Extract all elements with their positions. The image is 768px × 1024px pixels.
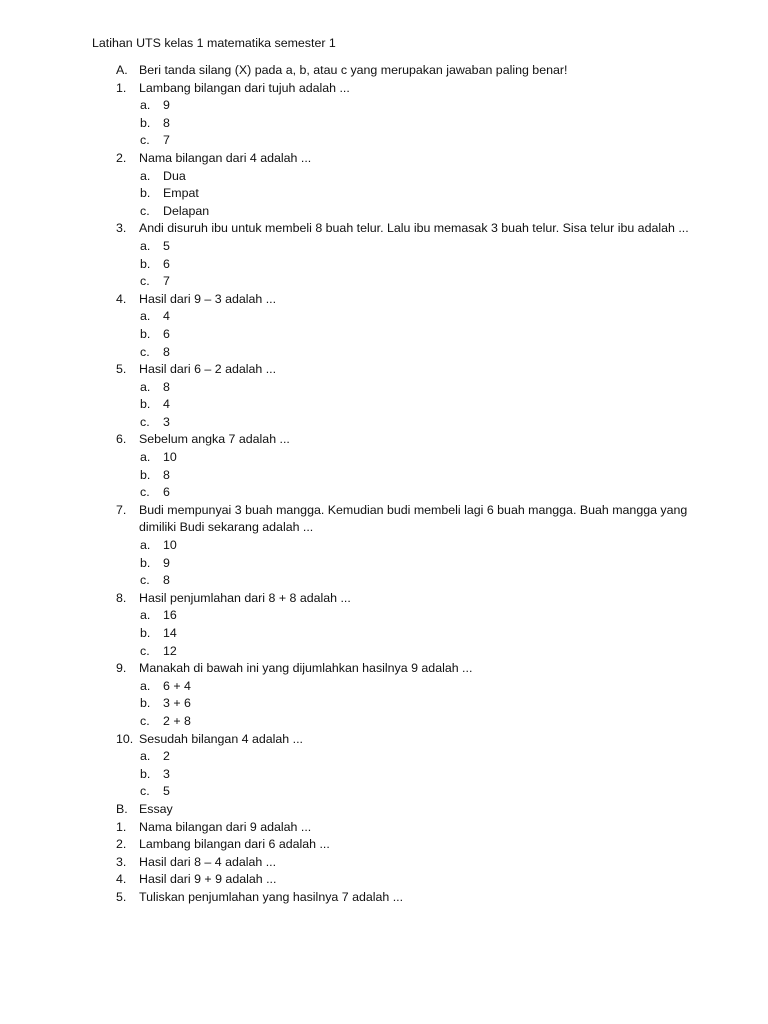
question-item: [92, 731, 692, 749]
option-letter: b.: [140, 766, 151, 781]
option-text: 9: [163, 555, 170, 570]
question-text: Hasil dari 8 – 4 adalah ...: [139, 854, 277, 869]
option-text: 3 + 6: [163, 696, 191, 711]
answer-option: [92, 555, 692, 573]
option-letter: a.: [140, 608, 151, 623]
answer-option: [92, 625, 692, 643]
option-letter: a.: [140, 379, 151, 394]
answer-option: [92, 449, 692, 467]
question-item: [92, 590, 692, 608]
question-item: [92, 660, 692, 678]
answer-option: [92, 273, 692, 291]
option-text: 4: [163, 397, 170, 412]
answer-option: [92, 607, 692, 625]
option-text: 8: [163, 344, 170, 359]
question-text: Lambang bilangan dari 6 adalah ...: [139, 837, 330, 852]
question-item: [92, 80, 692, 98]
option-letter: c.: [140, 573, 150, 588]
option-letter: a.: [140, 168, 151, 183]
section-instruction: Essay: [139, 801, 173, 816]
question-item: [92, 889, 692, 907]
answer-option: [92, 537, 692, 555]
option-text: 3: [163, 414, 170, 429]
question-number: 3.: [116, 854, 127, 869]
option-letter: b.: [140, 326, 151, 341]
option-text: 6 + 4: [163, 678, 191, 693]
option-letter: c.: [140, 133, 150, 148]
option-letter: a.: [140, 538, 151, 553]
question-text: Nama bilangan dari 9 adalah ...: [139, 819, 312, 834]
option-text: 3: [163, 766, 170, 781]
question-text: Hasil dari 6 – 2 adalah ...: [139, 362, 277, 377]
question-item: [92, 431, 692, 449]
answer-option: [92, 783, 692, 801]
option-text: 7: [163, 133, 170, 148]
question-number: 3.: [116, 221, 127, 236]
answer-option: [92, 414, 692, 432]
option-letter: a.: [140, 678, 151, 693]
option-letter: a.: [140, 238, 151, 253]
question-number: 1.: [116, 819, 127, 834]
answer-option: [92, 308, 692, 326]
question-number: 2.: [116, 150, 127, 165]
option-text: 5: [163, 784, 170, 799]
question-text: Hasil dari 9 + 9 adalah ...: [139, 872, 277, 887]
option-letter: a.: [140, 450, 151, 465]
option-letter: c.: [140, 274, 150, 289]
option-letter: c.: [140, 643, 150, 658]
question-number: 4.: [116, 291, 127, 306]
question-item: [92, 836, 692, 854]
question-text: Lambang bilangan dari tujuh adalah ...: [139, 80, 350, 95]
question-text: Sesudah bilangan 4 adalah ...: [139, 731, 303, 746]
option-letter: c.: [140, 344, 150, 359]
option-letter: c.: [140, 784, 150, 799]
question-item: [92, 220, 692, 238]
option-letter: b.: [140, 467, 151, 482]
answer-option: [92, 766, 692, 784]
option-letter: c.: [140, 485, 150, 500]
answer-option: [92, 168, 692, 186]
answer-option: [92, 132, 692, 150]
question-text: Tuliskan penjumlahan yang hasilnya 7 adalah ...: [139, 889, 404, 904]
question-text: Nama bilangan dari 4 adalah ...: [139, 150, 312, 165]
answer-option: [92, 238, 692, 256]
option-letter: b.: [140, 186, 151, 201]
section-instruction: Beri tanda silang (X) pada a, b, atau c yang merupakan jawaban paling benar!: [139, 63, 568, 77]
question-text: Sebelum angka 7 adalah ...: [139, 432, 290, 447]
option-text: 16: [163, 608, 177, 623]
question-number: 8.: [116, 590, 127, 605]
option-text: 6: [163, 485, 170, 500]
question-text: Hasil penjumlahan dari 8 + 8 adalah ...: [139, 590, 351, 605]
option-text: 6: [163, 256, 170, 271]
section-heading: [92, 62, 692, 80]
option-text: 8: [163, 379, 170, 394]
question-item: [92, 871, 692, 889]
option-text: Delapan: [163, 203, 210, 218]
answer-option: [92, 97, 692, 115]
option-letter: a.: [140, 309, 151, 324]
question-item: [92, 150, 692, 168]
section-marker: A.: [116, 63, 128, 77]
answer-option: [92, 713, 692, 731]
answer-option: [92, 185, 692, 203]
section-heading: [92, 801, 692, 819]
option-text: 9: [163, 98, 170, 113]
option-letter: b.: [140, 626, 151, 640]
document-title: Latihan UTS kelas 1 matematika semester 1: [92, 36, 336, 50]
question-number: 2.: [116, 837, 127, 852]
answer-option: [92, 467, 692, 485]
question-text: Hasil dari 9 – 3 adalah ...: [139, 291, 277, 306]
option-text: 8: [163, 573, 170, 588]
option-text: 8: [163, 115, 170, 130]
answer-option: [92, 695, 692, 713]
question-number: 1.: [116, 80, 127, 95]
question-text: Budi mempunyai 3 buah mangga. Kemudian budi membeli lagi 6 buah mangga. Buah mangga yang dimiliki Budi sekarang adalah ...: [139, 502, 688, 535]
question-item: [92, 291, 692, 309]
question-text: Manakah di bawah ini yang dijumlahkan hasilnya 9 adalah ...: [139, 661, 473, 676]
section-marker: B.: [116, 801, 128, 816]
answer-option: [92, 379, 692, 397]
question-number: 10.: [116, 731, 134, 746]
option-text: 5: [163, 238, 170, 253]
option-text: 10: [163, 538, 177, 553]
answer-option: [92, 572, 692, 590]
answer-option: [92, 326, 692, 344]
option-letter: c.: [140, 414, 150, 429]
option-letter: c.: [140, 713, 150, 728]
question-number: 5.: [116, 889, 127, 904]
option-text: 2: [163, 749, 170, 764]
question-item: [92, 502, 692, 537]
question-number: 4.: [116, 872, 127, 887]
answer-option: [92, 203, 692, 221]
option-text: Dua: [163, 168, 186, 183]
answer-option: [92, 748, 692, 766]
question-number: 6.: [116, 432, 127, 447]
option-text: 10: [163, 450, 177, 465]
option-text: Empat: [163, 186, 199, 201]
option-letter: b.: [140, 555, 151, 570]
answer-option: [92, 643, 692, 661]
question-number: 5.: [116, 362, 127, 377]
option-letter: a.: [140, 749, 151, 764]
answer-option: [92, 256, 692, 274]
option-text: 2 + 8: [163, 713, 191, 728]
option-text: 8: [163, 467, 170, 482]
option-letter: c.: [140, 203, 150, 218]
answer-option: [92, 396, 692, 414]
option-text: 12: [163, 643, 177, 658]
question-text: Andi disuruh ibu untuk membeli 8 buah telur. Lalu ibu memasak 3 buah telur. Sisa telur ibu adalah ...: [139, 221, 689, 236]
question-item: [92, 361, 692, 379]
question-number: 7.: [116, 502, 127, 517]
option-text: 6: [163, 326, 170, 341]
option-letter: b.: [140, 115, 151, 130]
option-letter: a.: [140, 98, 151, 113]
question-list: [92, 62, 692, 907]
option-letter: b.: [140, 256, 151, 271]
option-text: 14: [163, 626, 177, 640]
option-letter: b.: [140, 696, 151, 711]
question-number: 9.: [116, 661, 127, 676]
option-text: 4: [163, 309, 170, 324]
answer-option: [92, 115, 692, 133]
question-item: [92, 819, 692, 837]
question-item: [92, 854, 692, 872]
option-letter: b.: [140, 397, 151, 412]
option-text: 7: [163, 274, 170, 289]
answer-option: [92, 678, 692, 696]
answer-option: [92, 484, 692, 502]
answer-option: [92, 344, 692, 362]
